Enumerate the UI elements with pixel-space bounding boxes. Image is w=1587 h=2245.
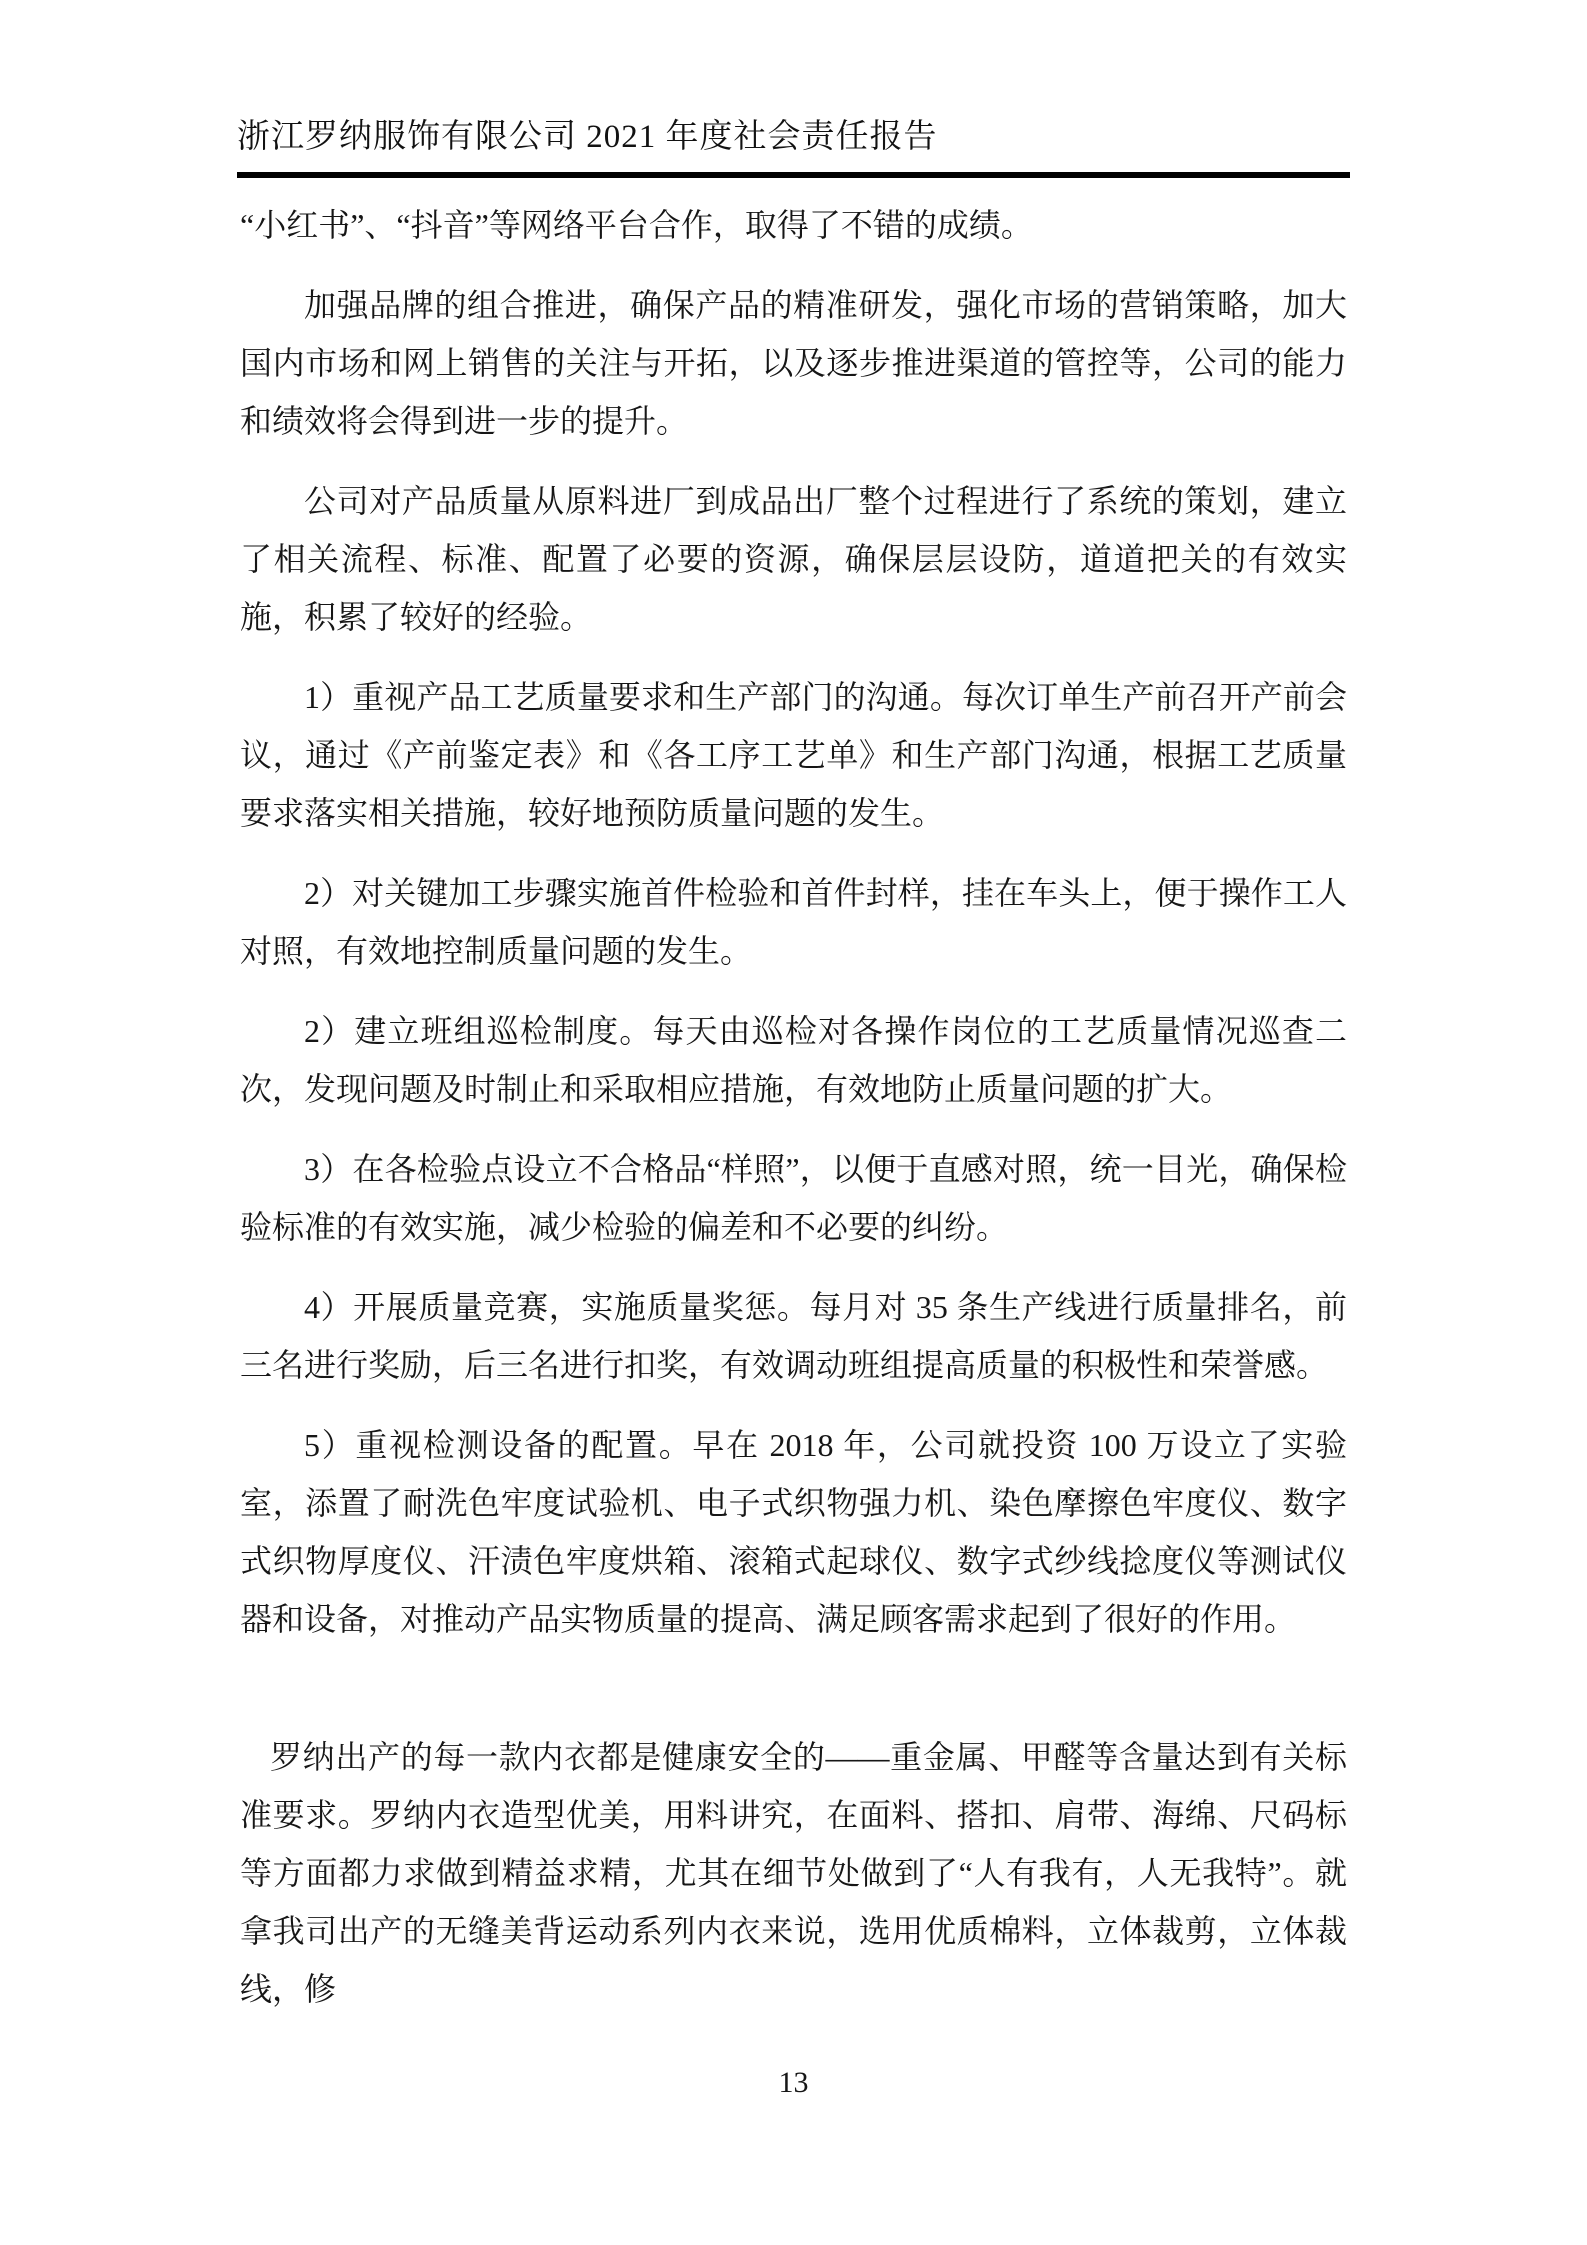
- body-paragraph-item-2b: 2）建立班组巡检制度。每天由巡检对各操作岗位的工艺质量情况巡查二次，发现问题及时制止和采取相应措施，有效地防止质量问题的扩大。: [240, 1013, 1347, 1107]
- body-paragraph: “小红书”、“抖音”等网络平台合作，取得了不错的成绩。: [240, 207, 1033, 243]
- body-paragraph: 公司对产品质量从原料进厂到成品出厂整个过程进行了系统的策划，建立了相关流程、标准、配置了必要的资源，确保层层设防，道道把关的有效实施，积累了较好的经验。: [240, 483, 1347, 635]
- body-paragraph: 加强品牌的组合推进，确保产品的精准研发，强化市场的营销策略，加大国内市场和网上销售的关注与开拓，以及逐步推进渠道的管控等，公司的能力和绩效将会得到进一步的提升。: [240, 287, 1347, 439]
- page-footer: [0, 2066, 1587, 2100]
- body-paragraph-item-2: 2）对关键加工步骤实施首件检验和首件封样，挂在车头上，便于操作工人对照，有效地控制质量问题的发生。: [240, 875, 1347, 969]
- body-paragraph-item-1: 1）重视产品工艺质量要求和生产部门的沟通。每次订单生产前召开产前会议，通过《产前鉴定表》和《各工序工艺单》和生产部门沟通，根据工艺质量要求落实相关措施，较好地预防质量问题的发生。: [240, 679, 1347, 831]
- page-header: [237, 112, 1350, 178]
- page-number: 13: [778, 2066, 809, 2099]
- document-body: [240, 196, 1347, 2040]
- header-title: 浙江罗纳服饰有限公司 2021 年度社会责任报告: [237, 119, 938, 155]
- body-paragraph: 罗纳出产的每一款内衣都是健康安全的——重金属、甲醛等含量达到有关标准要求。罗纳内衣造型优美，用料讲究，在面料、搭扣、肩带、海绵、尺码标等方面都力求做到精益求精，尤其在细节处做到了“人有我有，人无我特”。就拿我司出产的无缝美背运动系列内衣来说，选用优质棉料，立体裁剪，立体裁线，修: [240, 1739, 1347, 2007]
- body-paragraph-item-3: 3）在各检验点设立不合格品“样照”，以便于直感对照，统一目光，确保检验标准的有效实施，减少检验的偏差和不必要的纠纷。: [240, 1151, 1347, 1245]
- body-paragraph-item-5: 5）重视检测设备的配置。早在 2018 年，公司就投资 100 万设立了实验室，添置了耐洗色牢度试验机、电子式织物强力机、染色摩擦色牢度仪、数字式织物厚度仪、汗渍色牢度烘箱、滚箱式起球仪、数字式纱线捻度仪等测试仪器和设备，对推动产品实物质量的提高、满足顾客需求起到了很好的作用。: [240, 1427, 1347, 1637]
- body-paragraph-item-4: 4）开展质量竞赛，实施质量奖惩。每月对 35 条生产线进行质量排名，前三名进行奖励，后三名进行扣奖，有效调动班组提高质量的积极性和荣誉感。: [240, 1289, 1347, 1383]
